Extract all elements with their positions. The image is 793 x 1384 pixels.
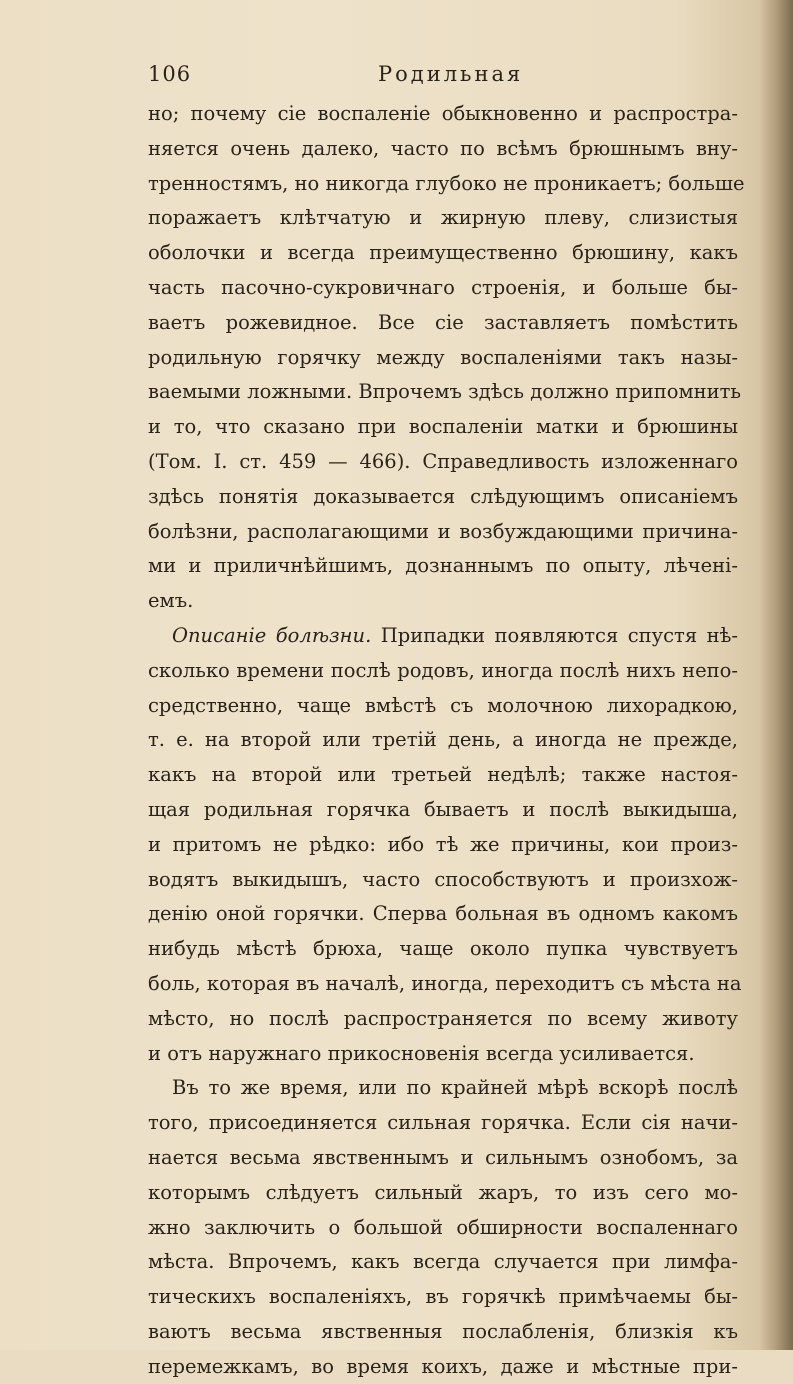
text-line: родильную горячку между воспаленіями такъ назы-: [148, 345, 738, 369]
text-line: поражаетъ клѣтчатую и жирную плеву, слизистыя: [148, 206, 738, 230]
text-line: тическихъ воспаленіяхъ, въ горячкѣ примѣчаемы бы-: [148, 1285, 738, 1309]
text-line: сколько времени послѣ родовъ, иногда послѣ нихъ непо-: [148, 658, 738, 682]
text-line: часть пасочно-сукровичнаго строенія, и больше бы-: [148, 275, 738, 299]
text-line: ваетъ рожевидное. Все сіе заставляетъ помѣстить: [148, 310, 738, 334]
text-line: и то, что сказано при воспаленіи матки и брюшины: [148, 415, 738, 439]
page-spine-shadow: [759, 0, 793, 1350]
paragraph-1: [148, 97, 745, 619]
text-line: перемежкамъ, во время коихъ, даже и мѣстные при-: [148, 1354, 738, 1378]
text-line: ваемыми ложными. Впрочемъ здѣсь должно припомнить: [148, 380, 742, 404]
text-line: и притомъ не рѣдко: ибо тѣ же причины, кои произ-: [148, 832, 738, 856]
paragraph-first-line: Въ то же время, или по крайней мѣрѣ вскорѣ послѣ: [172, 1076, 738, 1100]
text-line: болѣзни, располагающими и возбуждающими причина-: [148, 519, 738, 543]
text-line: того, присоединяется сильная горячка. Если сія начи-: [148, 1111, 738, 1135]
page-header: [148, 62, 738, 92]
text-line: средственно, чаще вмѣстѣ съ молочною лихорадкою,: [148, 693, 738, 717]
text-line: какъ на второй или третьей недѣлѣ; также настоя-: [148, 763, 738, 787]
text-line: щая родильная горячка бываетъ и послѣ выкидыша,: [148, 797, 738, 821]
text-line: т. е. на второй или третій день, а иногда не прежде,: [148, 728, 738, 752]
text-line: и отъ наружнаго прикосновенія всегда усиливается.: [148, 1041, 695, 1065]
text-line: водятъ выкидышъ, часто способствуютъ и произхож-: [148, 867, 738, 891]
text-line: оболочки и всегда преимущественно брюшину, какъ: [148, 241, 738, 265]
main-text: [148, 97, 745, 1384]
text-line: нибудь мѣстѣ брюха, чаще около пупка чувствуетъ: [148, 937, 738, 961]
text-line: которымъ слѣдуетъ сильный жаръ, то изъ сего мо-: [148, 1180, 738, 1204]
text-line: мѣсто, но послѣ распространяется по всему животу: [148, 1006, 738, 1030]
text-line: денію оной горячки. Сперва больная въ одномъ какомъ: [148, 902, 738, 926]
text-line: тренностямъ, но никогда глубоко не проникаетъ; больше: [148, 171, 745, 195]
text-line: ваютъ весьма явственныя послабленія, близкія къ: [148, 1319, 738, 1343]
text-line: няется очень далеко, часто по всѣмъ брюшнымъ вну-: [148, 136, 738, 160]
page-number: 106: [148, 62, 192, 86]
paragraph-3: [148, 1071, 738, 1384]
paragraph-2: [148, 619, 742, 1071]
text-line: емъ.: [148, 589, 194, 613]
section-heading: Описаніе болѣзни.: [172, 623, 372, 647]
paragraph-first-line: [148, 619, 738, 654]
text-span: Припадки появляются спустя нѣ-: [371, 623, 738, 647]
text-line: (Том. I. ст. 459 — 466). Справедливость изложеннаго: [148, 449, 738, 473]
text-line: нается весьма явственнымъ и сильнымъ ознобомъ, за: [148, 1145, 738, 1169]
text-line: жно заключить о большой обширности воспаленнаго: [148, 1215, 738, 1239]
running-title: Родильная: [378, 62, 524, 86]
text-line: здѣсь понятія доказывается слѣдующимъ описаніемъ: [148, 484, 738, 508]
text-line: боль, которая въ началѣ, иногда, переходитъ съ мѣста на: [148, 971, 742, 995]
text-line: но; почему сіе воспаленіе обыкновенно и распростра-: [148, 102, 738, 125]
text-line: ми и приличнѣйшимъ, дознаннымъ по опыту, лѣченi-: [148, 554, 738, 578]
text-line: мѣста. Впрочемъ, какъ всегда случается при лимфа-: [148, 1250, 738, 1274]
